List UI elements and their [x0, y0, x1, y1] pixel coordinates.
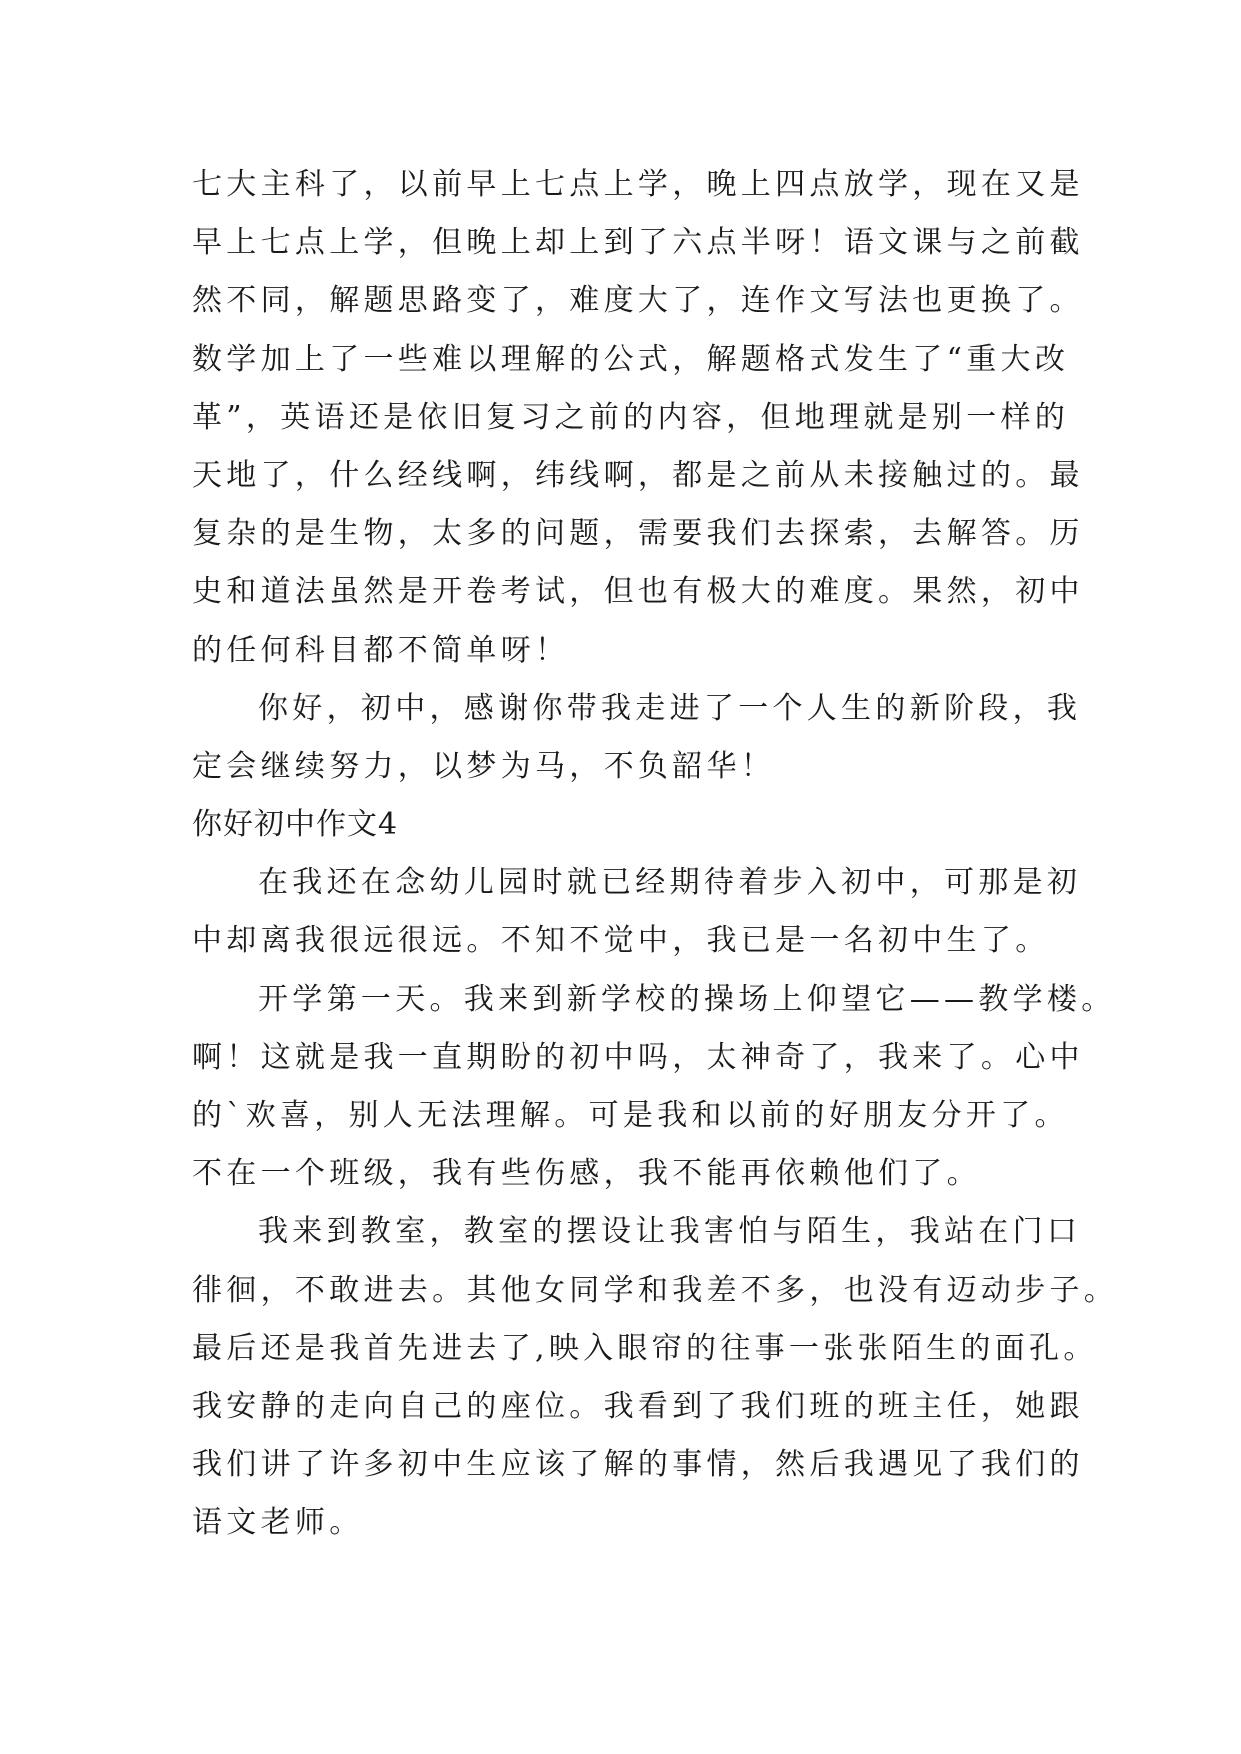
text-line: 的`欢喜，别人无法理解。可是我和以前的好朋友分开了。 — [192, 1098, 1069, 1133]
text-line: 不在一个班级，我有些伤感，我不能再依赖他们了。 — [192, 1156, 981, 1192]
text-line: 史和道法虽然是开卷考试，但也有极大的难度。果然，初中 — [192, 574, 1084, 610]
paragraph-first-line: 开学第一天。我来到新学校的操场上仰望它——教学楼。 — [258, 981, 1116, 1017]
text-line: 中却离我很远很远。不知不觉中，我已是一名初中生了。 — [192, 923, 1050, 959]
text-line: 数学加上了一些难以理解的公式，解题格式发生了“重大改 — [192, 341, 1070, 377]
text-line: 的任何科目都不简单呀！ — [192, 632, 570, 668]
text-line: 我安静的走向自己的座位。我看到了我们班的班主任，她跟 — [192, 1388, 1084, 1424]
text-line: 徘徊，不敢进去。其他女同学和我差不多，也没有迈动步子。 — [192, 1272, 1119, 1308]
text-line: 七大主科了，以前早上七点上学，晚上四点放学，现在又是 — [192, 167, 1084, 202]
text-line: 然不同，解题思路变了，难度大了，连作文写法也更换了。 — [192, 283, 1084, 319]
document-body — [192, 156, 1119, 1553]
text-line: 啊！这就是我一直期盼的初中吗，太神奇了，我来了。心中 — [192, 1039, 1084, 1075]
paragraph-first-line: 你好，初中，感谢你带我走进了一个人生的新阶段，我 — [258, 690, 1082, 726]
text-line: 最后还是我首先进去了,映入眼帘的往事一张张陌生的面孔。 — [192, 1330, 1098, 1366]
text-line: 我们讲了许多初中生应该了解的事情，然后我遇见了我们的 — [192, 1447, 1084, 1483]
text-line: 天地了，什么经线啊，纬线啊，都是之前从未接触过的。最 — [192, 457, 1084, 493]
paragraph-first-line: 在我还在念幼儿园时就已经期待着步入初中，可那是初 — [258, 865, 1082, 901]
text-line: 革”，英语还是依旧复习之前的内容，但地理就是别一样的 — [192, 399, 1070, 435]
section-heading: 你好初中作文4 — [192, 807, 399, 843]
text-line: 定会继续努力，以梦为马，不负韶华！ — [192, 748, 776, 784]
text-line: 语文老师。 — [192, 1505, 364, 1541]
text-line: 早上七点上学，但晚上却上到了六点半呀！语文课与之前截 — [192, 225, 1084, 261]
paragraph-first-line: 我来到教室，教室的摆设让我害怕与陌生，我站在门口 — [258, 1214, 1082, 1250]
text-line: 复杂的是生物，太多的问题，需要我们去探索，去解答。历 — [192, 516, 1084, 552]
